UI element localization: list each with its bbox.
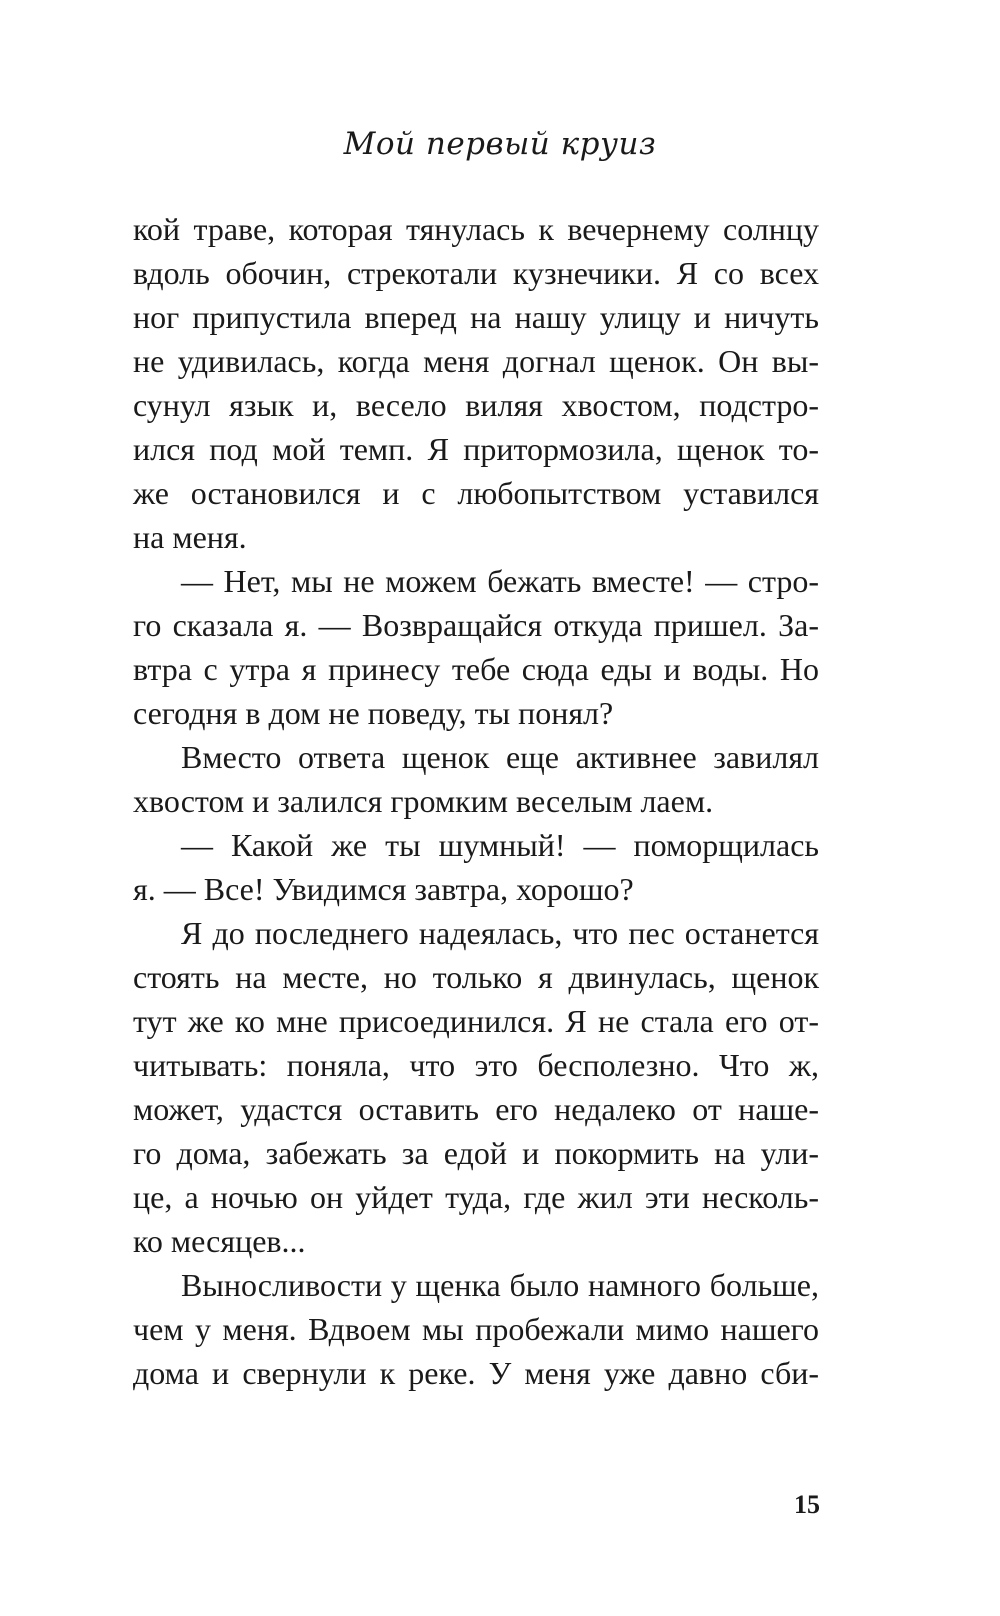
text-line: Выносливости у щенка было намного больше, [181, 1267, 819, 1303]
text-line: — Какой же ты шумный! — поморщилась [181, 827, 819, 863]
text-line: стоять на месте, но только я двинулась, щенок [133, 959, 819, 995]
text-line: — Нет, мы не можем бежать вместе! — стро- [181, 563, 819, 599]
text-line: тут же ко мне присоединился. Я не стала его от- [133, 1003, 819, 1039]
text-line: ног припустила вперед на нашу улицу и ничуть [133, 299, 819, 335]
text-line: сунул язык и, весело виляя хвостом, подстро- [133, 387, 819, 423]
text-line: го сказала я. — Возвращайся откуда пришел. За- [133, 607, 819, 643]
text-line: Я до последнего надеялась, что пес останется [181, 915, 819, 951]
body-text [133, 207, 819, 1395]
text-line: ко месяцев... [133, 1223, 306, 1259]
text-line: го дома, забежать за едой и покормить на ули- [133, 1135, 819, 1171]
text-line: читывать: поняла, что это бесполезно. Что ж, [133, 1047, 819, 1083]
text-line: же остановился и с любопытством уставился [133, 475, 819, 511]
text-line: дома и свернули к реке. У меня уже давно сби- [133, 1355, 819, 1391]
text-line: Вместо ответа щенок еще активнее завилял [181, 739, 819, 775]
text-line: я. — Все! Увидимся завтра, хорошо? [133, 871, 634, 907]
text-line: не удивилась, когда меня догнал щенок. Он вы- [133, 343, 819, 379]
text-line: ился под мой темп. Я притормозила, щенок то- [133, 431, 819, 467]
text-line: хвостом и залился громким веселым лаем. [133, 783, 714, 819]
text-line: чем у меня. Вдвоем мы пробежали мимо нашего [133, 1311, 819, 1347]
text-line: вдоль обочин, стрекотали кузнечики. Я со всех [133, 255, 819, 291]
page-number: 15 [794, 1490, 820, 1519]
text-line: втра с утра я принесу тебе сюда еды и воды. Но [133, 651, 819, 687]
text-line: кой траве, которая тянулась к вечернему солнцу [133, 211, 819, 247]
text-line: может, удастся оставить его недалеко от наше- [133, 1091, 819, 1127]
text-line: на меня. [133, 519, 247, 555]
text-line: сегодня в дом не поведу, ты понял? [133, 695, 614, 731]
text-line: це, а ночью он уйдет туда, где жил эти несколь- [133, 1179, 819, 1215]
running-head-title: Мой первый круиз [343, 126, 657, 162]
